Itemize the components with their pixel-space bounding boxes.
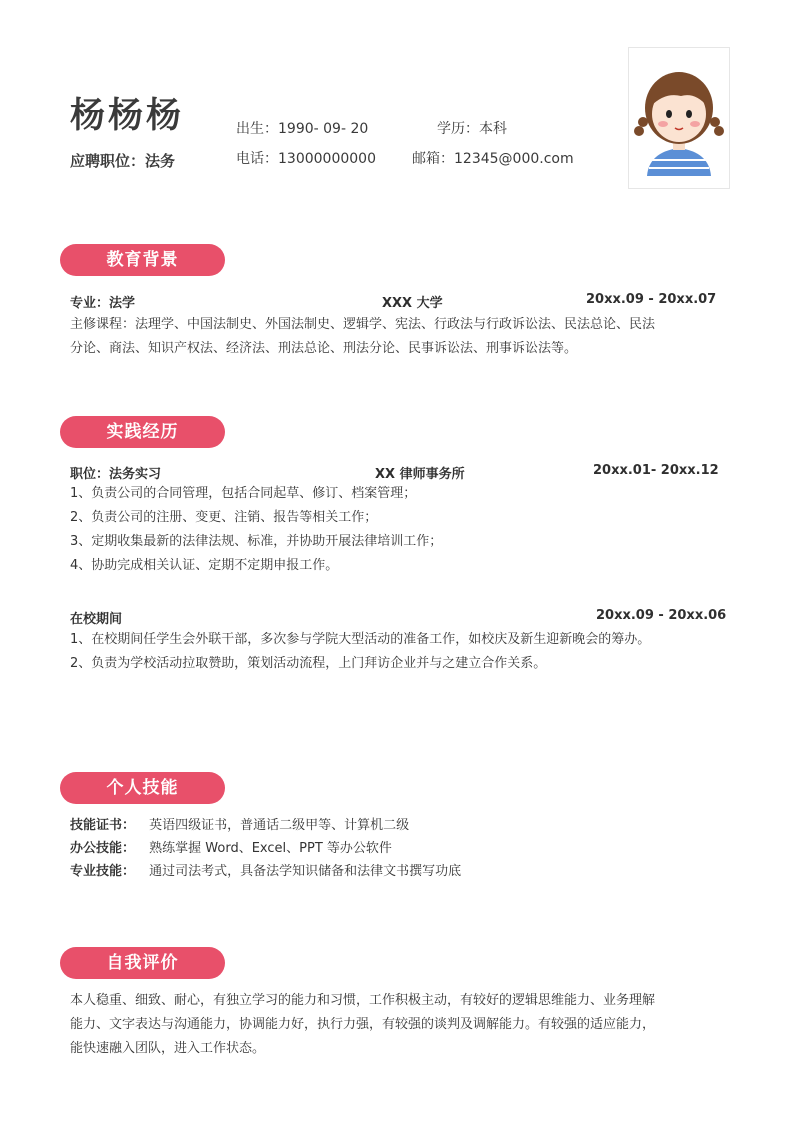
campus-label: 在校期间 (70, 612, 123, 627)
job-position: 职位：法务实习 (70, 467, 162, 482)
birth-date: 出生：1990- 09- 20 (236, 121, 369, 137)
skill-label: 专业技能： (70, 864, 136, 879)
candidate-name: 杨杨杨 (70, 96, 185, 136)
skill-label: 办公技能： (70, 841, 136, 856)
girl-avatar-icon (629, 48, 729, 188)
job-item: 3、定期收集最新的法律法规、标准，并协助开展法律培训工作； (70, 534, 443, 549)
education-courses-line2: 分论、商法、知识产权法、经济法、刑法总论、刑法分论、民事诉讼法、刑事诉讼法等。 (70, 341, 578, 356)
education-major: 专业：法学 (70, 296, 136, 311)
education-school: XXX 大学 (382, 296, 443, 311)
job-item: 4、协助完成相关认证、定期不定期申报工作。 (70, 558, 339, 573)
self-eval-line1: 本人稳重、细致、耐心，有独立学习的能力和习惯，工作积极主动，有较好的逻辑思维能力、业务理解 (70, 993, 656, 1008)
section-header-education: 教育背景 (60, 244, 225, 276)
section-header-practice: 实践经历 (60, 416, 225, 448)
section-header-self-evaluation: 自我评价 (60, 947, 225, 979)
skill-row-office (70, 837, 392, 861)
job-item: 1、负责公司的合同管理，包括合同起草、修订、档案管理； (70, 486, 417, 501)
education-level: 学历：本科 (437, 121, 507, 137)
skill-value: 通过司法考式，具备法学知识储备和法律文书撰写功底 (149, 864, 462, 879)
skill-row-professional (70, 860, 461, 884)
email-address: 邮箱：12345@000.com (412, 151, 574, 167)
job-company: XX 律师事务所 (375, 467, 465, 482)
profile-photo (628, 47, 730, 189)
campus-item: 1、在校期间任学生会外联干部，多次参与学院大型活动的准备工作，如校庆及新生迎新晚会的筹办。 (70, 632, 651, 647)
phone-number: 电话：13000000000 (236, 151, 376, 167)
campus-period: 20xx.09 - 20xx.06 (596, 608, 727, 623)
section-header-skills: 个人技能 (60, 772, 225, 804)
applied-position: 应聘职位：法务 (70, 152, 176, 170)
self-eval-line2: 能力、文字表达与沟通能力，协调能力好，执行力强，有较强的谈判及调解能力。有较强的适应能力， (70, 1017, 656, 1032)
education-period: 20xx.09 - 20xx.07 (586, 292, 717, 307)
skill-value: 熟练掌握 Word、Excel、PPT 等办公软件 (149, 841, 392, 856)
campus-item: 2、负责为学校活动拉取赞助，策划活动流程，上门拜访企业并与之建立合作关系。 (70, 656, 547, 671)
skill-row-certificates (70, 814, 409, 838)
skill-label: 技能证书： (70, 818, 136, 833)
job-item: 2、负责公司的注册、变更、注销、报告等相关工作； (70, 510, 378, 525)
skill-value: 英语四级证书，普通话二级甲等、计算机二级 (149, 818, 410, 833)
self-eval-line3: 能快速融入团队，进入工作状态。 (70, 1041, 266, 1056)
education-courses-line1: 主修课程：法理学、中国法制史、外国法制史、逻辑学、宪法、行政法与行政诉讼法、民法总论、民法 (70, 317, 656, 332)
job-period: 20xx.01- 20xx.12 (593, 463, 719, 478)
